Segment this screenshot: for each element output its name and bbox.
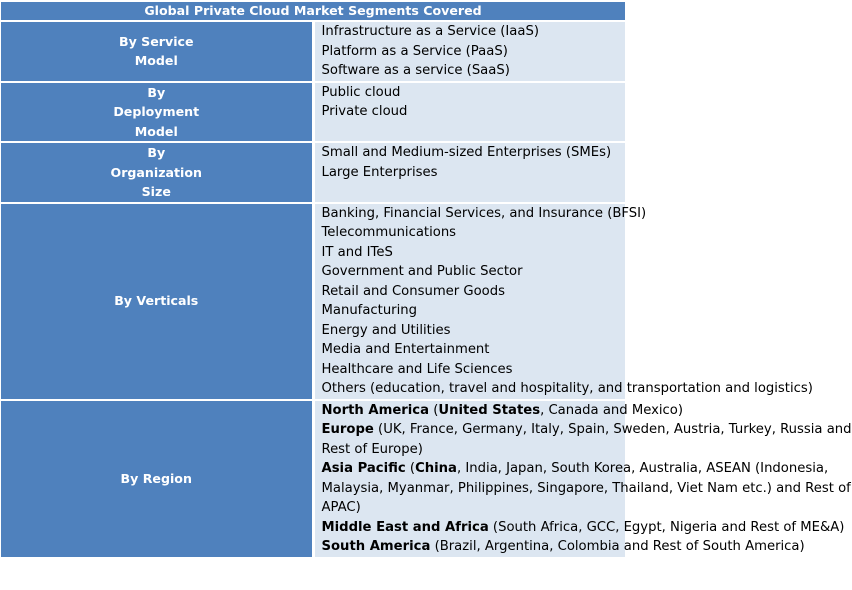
list-item: Middle East and Africa (South Africa, GCC, Egypt, Nigeria and Rest of ME&A) xyxy=(321,519,845,535)
category-label: Model xyxy=(134,53,178,69)
items-cell xyxy=(313,82,625,143)
list-item: Telecommunications xyxy=(321,225,457,240)
items-cell xyxy=(313,142,625,203)
list-item: North America (United States, Canada and Mexico) xyxy=(321,402,684,418)
list-item: South America (Brazil, Argentina, Colombia and Rest of South America) xyxy=(321,539,805,554)
category-cell xyxy=(1,82,313,143)
items-cell xyxy=(313,21,625,82)
category-label: Organization xyxy=(110,164,202,180)
list-item: Energy and Utilities xyxy=(321,322,451,338)
category-cell xyxy=(1,400,313,558)
table-row xyxy=(1,142,625,203)
table-row xyxy=(1,82,625,143)
list-item: Public cloud xyxy=(321,84,401,100)
table-title: Global Private Cloud Market Segments Covered xyxy=(1,2,625,21)
list-item: Small and Medium-sized Enterprises (SMEs) xyxy=(321,145,612,160)
list-item: Asia Pacific (China, India, Japan, South Korea, Australia, ASEAN (Indonesia, xyxy=(321,461,829,476)
list-item: Large Enterprises xyxy=(321,164,438,180)
list-item: Others (education, travel and hospitality, and transportation and logistics) xyxy=(321,381,813,396)
segments-table xyxy=(1,2,852,559)
table-row xyxy=(1,400,625,558)
items-cell xyxy=(313,400,852,558)
category-cell xyxy=(1,142,313,203)
list-item: Banking, Financial Services, and Insurance (BFSI) xyxy=(321,205,647,221)
list-item: Software as a service (SaaS) xyxy=(321,63,510,78)
category-label: By Region xyxy=(120,470,192,486)
category-label: By Verticals xyxy=(114,293,199,309)
category-label: Model xyxy=(134,123,178,139)
category-cell xyxy=(1,203,313,400)
list-item: Private cloud xyxy=(321,104,408,119)
category-label: By xyxy=(147,84,166,100)
list-item: Malaysia, Myanmar, Philippines, Singapore, Thailand, Viet Nam etc.) and Rest of xyxy=(321,480,851,496)
category-label: By Service xyxy=(118,33,194,49)
table-row xyxy=(1,21,625,82)
category-label: Deployment xyxy=(113,104,200,119)
list-item: APAC) xyxy=(321,500,361,515)
category-cell xyxy=(1,21,313,82)
list-item: Healthcare and Life Sciences xyxy=(321,361,513,377)
list-item: Rest of Europe) xyxy=(321,441,423,457)
list-item: Media and Entertainment xyxy=(321,342,490,357)
list-item: Manufacturing xyxy=(321,303,417,318)
list-item: Retail and Consumer Goods xyxy=(321,283,505,299)
table-row xyxy=(1,203,625,400)
list-item: Europe (UK, France, Germany, Italy, Spain, Sweden, Austria, Turkey, Russia and xyxy=(321,422,852,437)
category-label: Size xyxy=(141,184,171,199)
list-item: Government and Public Sector xyxy=(321,264,523,279)
list-item: Platform as a Service (PaaS) xyxy=(321,43,508,59)
list-item: Infrastructure as a Service (IaaS) xyxy=(321,24,539,39)
items-cell xyxy=(313,203,813,400)
list-item: IT and ITeS xyxy=(321,244,393,260)
category-label: By xyxy=(147,145,166,160)
